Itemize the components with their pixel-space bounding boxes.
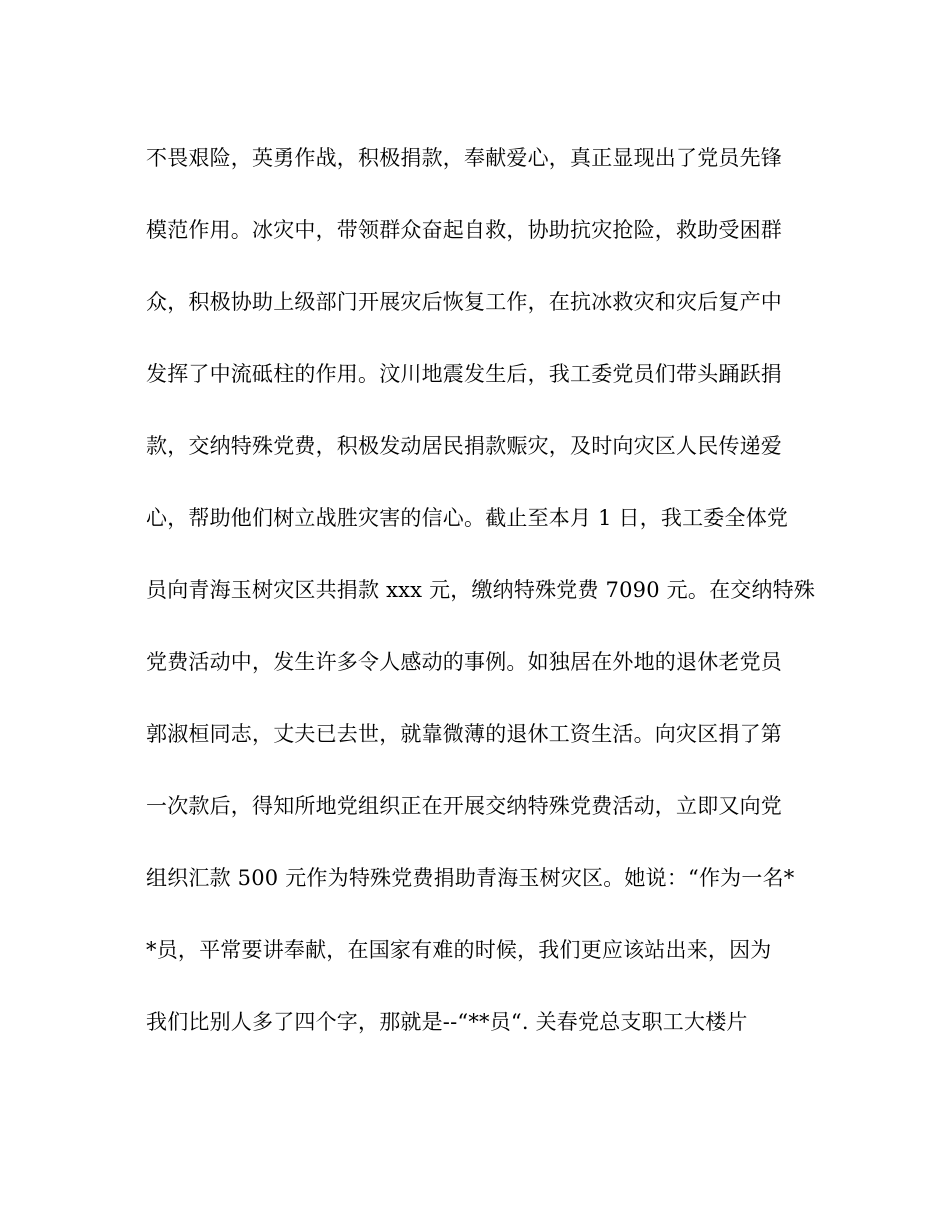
text-line-7: 员向青海玉树灾区共捐款 xxx 元，缴纳特殊党费 7090 元。在交纳特殊 xyxy=(146,578,816,602)
text-line-10: 一次款后，得知所地党组织正在开展交纳特殊党费活动，立即又向党 xyxy=(146,794,782,818)
text-line-1: 不畏艰险，英勇作战，积极捐款，奉献爱心，真正显现出了党员先锋 xyxy=(146,146,782,170)
text-line-12: *员，平常要讲奉献，在国家有难的时候，我们更应该站出来，因为 xyxy=(146,938,772,962)
text-line-5: 款，交纳特殊党费，积极发动居民捐款赈灾，及时向灾区人民传递爱 xyxy=(146,434,782,458)
text-line-6: 心，帮助他们树立战胜灾害的信心。截止至本月 1 日，我工委全体党 xyxy=(146,506,789,530)
text-line-8: 党费活动中，发生许多令人感动的事例。如独居在外地的退休老党员 xyxy=(146,650,782,674)
text-line-3: 众，积极协助上级部门开展灾后恢复工作，在抗冰救灾和灾后复产中 xyxy=(146,290,782,314)
text-line-2: 模范作用。冰灾中，带领群众奋起自救，协助抗灾抢险，救助受困群 xyxy=(146,218,782,242)
text-line-11: 组织汇款 500 元作为特殊党费捐助青海玉树灾区。她说：“作为一名* xyxy=(146,866,795,890)
text-line-4: 发挥了中流砥柱的作用。汶川地震发生后，我工委党员们带头踊跃捐 xyxy=(146,362,782,386)
text-line-9: 郭淑桓同志，丈夫已去世，就靠微薄的退休工资生活。向灾区捐了第 xyxy=(146,722,782,746)
body-text xyxy=(146,138,816,1074)
text-line-13: 我们比别人多了四个字，那就是--“**员“. 关春党总支职工大楼片 xyxy=(146,1010,748,1034)
